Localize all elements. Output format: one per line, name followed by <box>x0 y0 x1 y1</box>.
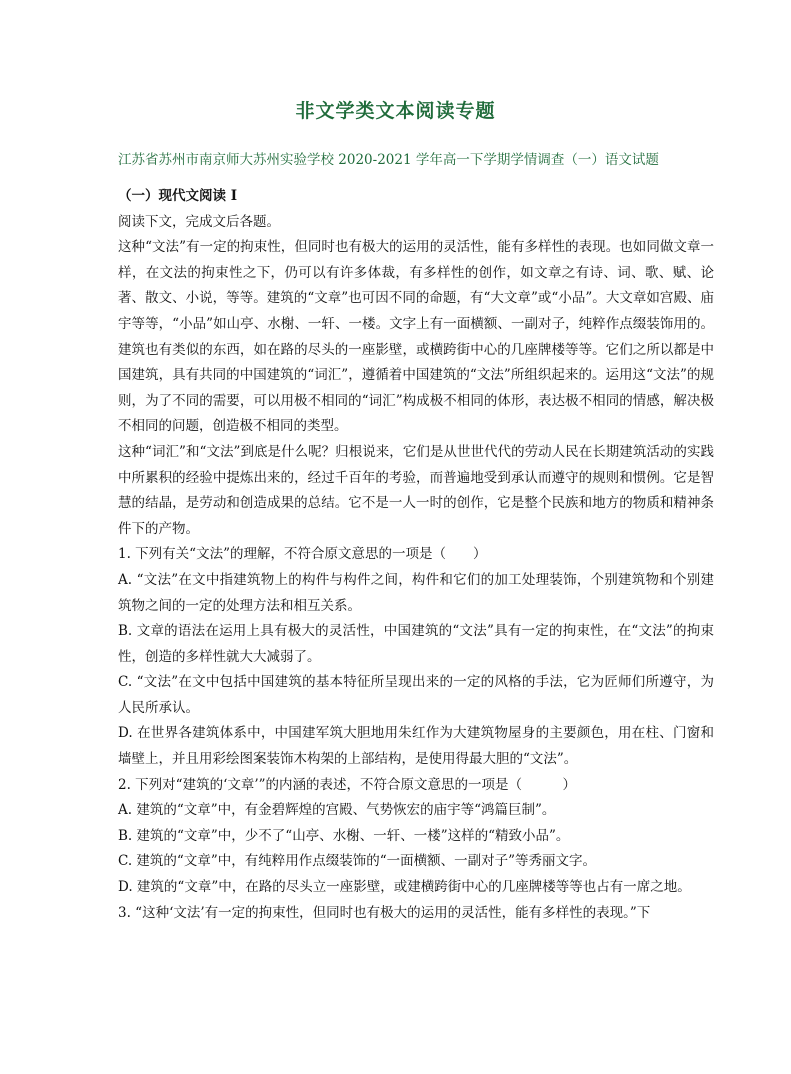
question-1-option-c: C. “文法”在文中包括中国建筑的基本特征所呈现出来的一定的风格的手法，它为匠师们所遵守，为人民所承认。 <box>118 674 714 716</box>
question-1-option-a: A. “文法”在文中指建筑物上的构件与构件之间，构件和它们的加工处理装饰，个别建筑物和个别建筑物之间的一定的处理方法和相互关系。 <box>118 571 714 614</box>
passage-paragraph-2: 这种“词汇”和“文法”到底是什么呢？归根说来，它们是从世世代代的劳动人民在长期建筑活动的实践中所累积的经验中提炼出来的，经过千百年的考验，而普遍地受到承认而遵守的规则和惯例。它是智慧的结晶，是劳动和创造成果的总结。它不是一人一时的创作，它是整个民族和地方的物质和精神条件下的产物。 <box>118 443 714 537</box>
question-2-option-a: A. 建筑的“文章”中，有金碧辉煌的宫殿、气势恢宏的庙宇等“鸿篇巨制”。 <box>118 802 556 819</box>
instruction: 阅读下文，完成文后各题。 <box>118 213 280 230</box>
passage-paragraph-1: 这种“文法”有一定的拘束性，但同时也有极大的运用的灵活性，能有多样性的表现。也如同做文章一样，在文法的拘束性之下，仍可以有许多体裁，有多样性的创作，如文章之有诗、词、歌、赋、论著、散文、小说，等等。建筑的“文章”也可因不同的命题，有“大文章”或“小品”。大文章如宫殿、庙宇等等，“小品”如山亭、水榭、一轩、一楼。文字上有一面横额、一副对子，纯粹作点缀装饰用的。建筑也有类似的东西，如在路的尽头的一座影壁，或横跨街中心的几座牌楼等等。它们之所以都是中国建筑，具有共同的中国建筑的“词汇”，遵循着中国建筑的“文法”所组织起来的。运用这“文法”的规则，为了不同的需要，可以用极不相同的“词汇”构成极不相同的体形，表达极不相同的情感，解决极不相同的问题，创造极不相同的类型。 <box>118 239 714 435</box>
question-3-stem: 3. “这种‘文法’有一定的拘束性，但同时也有极大的运用的灵活性，能有多样性的表现。”下 <box>118 904 651 921</box>
question-1-option-b: B. 文章的语法在运用上具有极大的灵活性，中国建筑的“文法”具有一定的拘束性，在“文法”的拘束性，创造的多样性就大大减弱了。 <box>118 623 714 665</box>
question-1-stem: 1. 下列有关“文法”的理解，不符合原文意思的一项是（ ） <box>118 546 487 563</box>
question-2-option-d: D. 建筑的“文章”中，在路的尽头立一座影壁，或建横跨街中心的几座牌楼等等也占有一席之地。 <box>118 879 691 896</box>
question-2-option-c: C. 建筑的“文章”中，有纯粹用作点缀装饰的“一面横额、一副对子”等秀丽文字。 <box>118 853 597 870</box>
question-2-stem: 2. 下列对“建筑的‘文章’”的内涵的表述，不符合原文意思的一项是（ ） <box>118 776 577 793</box>
question-2-option-b: B. 建筑的“文章”中，少不了“山亭、水榭、一轩、一楼”这样的“精致小品”。 <box>118 827 570 844</box>
document-title: 非文学类文本阅读专题 <box>295 100 496 122</box>
question-1-option-d: D. 在世界各建筑体系中，中国建军筑大胆地用朱红作为大建筑物屋身的主要颜色，用在柱、门窗和墙壁上，并且用彩绘图案装饰木构架的上部结构，是使用得最大胆的“文法”。 <box>118 725 714 768</box>
source-line: 江苏省苏州市南京师大苏州实验学校 2020-2021 学年高一下学期学情调查（一）语文试题 <box>118 152 659 168</box>
section-heading: （一）现代文阅读 I <box>118 188 238 204</box>
document-body <box>118 184 714 926</box>
